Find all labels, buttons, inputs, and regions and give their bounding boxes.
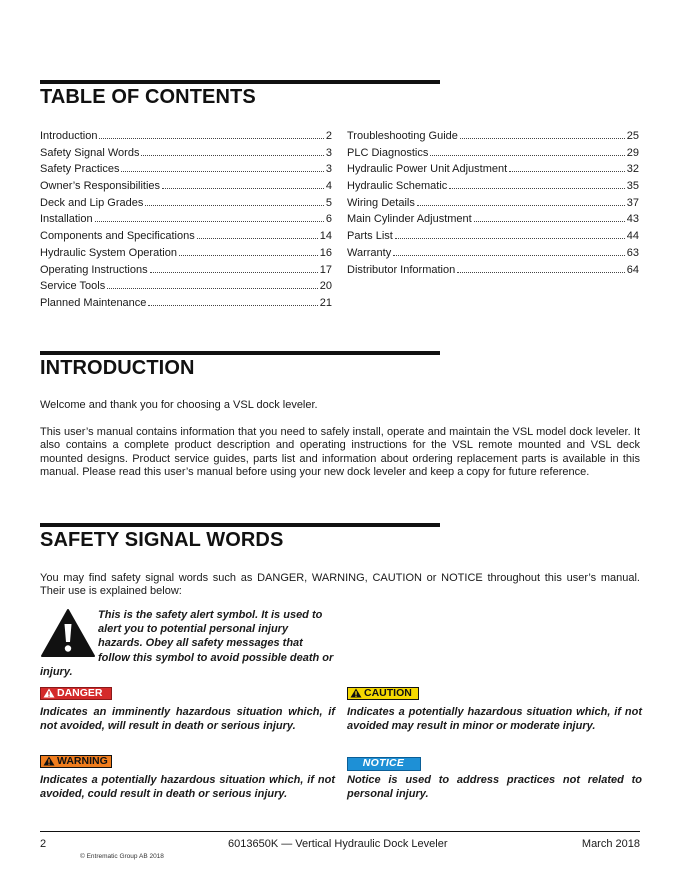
toc-entry-title: Wiring Details [347, 196, 415, 209]
toc-entry[interactable] [40, 195, 332, 212]
toc-leader [197, 238, 318, 239]
toc-entry-title: Introduction [40, 130, 98, 142]
toc-entry[interactable] [347, 178, 639, 195]
warning-badge [40, 755, 112, 768]
alert-triangle-icon [43, 756, 55, 766]
toc-entry[interactable] [40, 245, 332, 262]
safety-heading: SAFETY SIGNAL WORDS [40, 529, 284, 551]
toc-entry-page: 3 [325, 163, 332, 176]
safety-intro-text: You may find safety signal words such as DANGER, WARNING, CAUTION or NOTICE throughout this user’s manual. Their use is explained below: [40, 572, 640, 598]
introduction-heading: INTRODUCTION [40, 357, 195, 379]
toc-leader [99, 138, 323, 139]
safety-alert-triangle-icon [40, 608, 96, 658]
toc-entry-page: 6 [325, 213, 332, 226]
notice-label: NOTICE [362, 757, 405, 769]
safety-top-rule [40, 523, 440, 527]
safety-alert-block [40, 608, 335, 678]
toc-entry-page: 63 [626, 246, 639, 259]
toc-entry-page: 29 [626, 146, 639, 159]
toc-entry-page: 43 [626, 213, 639, 226]
danger-label: DANGER [57, 686, 103, 699]
toc-entry-title: Warranty [347, 246, 392, 259]
intro-top-rule [40, 351, 440, 355]
toc-leader [509, 171, 625, 172]
toc-entry-page: 16 [319, 246, 332, 259]
toc-leader [148, 305, 317, 306]
warning-label: WARNING [57, 754, 108, 767]
caution-label: CAUTION [364, 686, 412, 699]
toc-entry[interactable] [347, 145, 639, 162]
footer-date: March 2018 [581, 838, 640, 850]
toc-leader [430, 155, 624, 156]
toc-leader [150, 272, 318, 273]
warning-signal [40, 753, 335, 801]
toc-entry[interactable] [347, 245, 639, 262]
toc-leader [449, 188, 624, 189]
toc-entry-title: Components and Specifications [40, 230, 195, 243]
toc-left-column [40, 128, 332, 312]
danger-signal [40, 685, 335, 733]
intro-welcome-text: Welcome and thank you for choosing a VSL dock leveler. [40, 399, 318, 411]
toc-entry[interactable] [40, 211, 332, 228]
footer-rule [40, 831, 640, 832]
footer-copyright: © Entrematic Group AB 2018 [80, 853, 164, 860]
toc-entry-title: Safety Practices [40, 163, 120, 176]
toc-entry[interactable] [347, 211, 639, 228]
toc-entry[interactable] [40, 178, 332, 195]
toc-entry-page: 37 [626, 196, 639, 209]
toc-entry-title: Distributor Information [347, 263, 456, 276]
warning-description: Indicates a potentially hazardous situation which, if not avoided, could result in death or serious injury. [40, 774, 335, 800]
toc-entry[interactable] [347, 161, 639, 178]
toc-entry-page: 21 [319, 296, 332, 309]
toc-leader [141, 155, 323, 156]
toc-entry-page: 4 [325, 180, 332, 193]
toc-entry-page: 2 [325, 130, 332, 142]
toc-entry-title: Hydraulic Power Unit Adjustment [347, 163, 508, 176]
toc-entry-page: 64 [626, 263, 639, 276]
toc-leader [95, 221, 324, 222]
safety-alert-text-content: This is the safety alert symbol. It is used to alert you to potential personal injury hazards. Obey all safety messages that follow this symbol to avoid possible death or injury. [40, 609, 334, 678]
caution-signal [347, 685, 642, 733]
toc-entry-title: Owner’s Responsibilities [40, 180, 161, 193]
toc-entry-title: PLC Diagnostics [347, 146, 429, 159]
notice-signal [347, 753, 642, 801]
toc-entry[interactable] [40, 278, 332, 295]
toc-right-column [347, 128, 639, 278]
toc-entry[interactable] [347, 228, 639, 245]
toc-leader [457, 272, 625, 273]
toc-entry-title: Installation [40, 213, 93, 226]
toc-entry-page: 20 [319, 280, 332, 293]
toc-entry-title: Troubleshooting Guide [347, 130, 458, 142]
toc-entry-title: Hydraulic System Operation [40, 246, 177, 259]
toc-entry-title: Service Tools [40, 280, 106, 293]
alert-triangle-icon [43, 688, 55, 698]
toc-entry[interactable] [347, 262, 639, 279]
toc-heading: TABLE OF CONTENTS [40, 86, 256, 108]
toc-entry-title: Main Cylinder Adjustment [347, 213, 472, 226]
toc-entry-page: 32 [626, 163, 639, 176]
toc-entry[interactable] [40, 295, 332, 312]
toc-entry-page: 5 [325, 196, 332, 209]
toc-entry-title: Parts List [347, 230, 393, 243]
caution-description: Indicates a potentially hazardous situation which, if not avoided may result in minor or moderate injury. [347, 706, 642, 732]
intro-body-text: This user’s manual contains information that you need to safely install, operate and maintain the VSL model dock leveler. It also contains a complete product description and operating instructions for the VSL remote mounted and VSL deck mounted designs. Product service guides, parts list and information about ordering replacement parts is available in this manual. Please read this user’s manual before using your new dock leveler and keep a copy for future reference. [40, 426, 640, 478]
toc-entry-title: Safety Signal Words [40, 146, 140, 159]
toc-entry[interactable] [40, 145, 332, 162]
toc-entry-title: Deck and Lip Grades [40, 196, 144, 209]
toc-entry-page: 3 [325, 146, 332, 159]
toc-entry-page: 14 [319, 230, 332, 243]
footer-doc-title: 6013650K — Vertical Hydraulic Dock Leveler [228, 838, 448, 850]
notice-badge [347, 757, 421, 771]
toc-entry[interactable] [40, 262, 332, 279]
toc-entry-title: Planned Maintenance [40, 296, 147, 309]
toc-leader [393, 255, 625, 256]
toc-entry-page: 25 [626, 130, 639, 142]
toc-entry-page: 44 [626, 230, 639, 243]
toc-entry[interactable] [347, 195, 639, 212]
danger-badge [40, 687, 112, 700]
toc-entry[interactable] [40, 128, 332, 145]
toc-leader [474, 221, 625, 222]
toc-leader [460, 138, 625, 139]
toc-entry-title: Operating Instructions [40, 263, 148, 276]
toc-leader [145, 205, 324, 206]
danger-description: Indicates an imminently hazardous situation which, if not avoided, will result in death or serious injury. [40, 706, 335, 732]
toc-leader [395, 238, 625, 239]
toc-entry-title: Hydraulic Schematic [347, 180, 448, 193]
toc-entry-page: 17 [319, 263, 332, 276]
toc-entry[interactable] [40, 228, 332, 245]
toc-leader [162, 188, 324, 189]
toc-leader [107, 288, 318, 289]
toc-leader [417, 205, 625, 206]
caution-badge [347, 687, 419, 700]
toc-entry[interactable] [40, 161, 332, 178]
toc-leader [121, 171, 323, 172]
footer-page-number: 2 [40, 838, 47, 850]
notice-description: Notice is used to address practices not related to personal injury. [347, 774, 642, 800]
toc-entry-page: 35 [626, 180, 639, 193]
toc-entry[interactable] [347, 128, 639, 145]
toc-top-rule [40, 80, 440, 84]
toc-leader [179, 255, 318, 256]
alert-triangle-icon [350, 688, 362, 698]
